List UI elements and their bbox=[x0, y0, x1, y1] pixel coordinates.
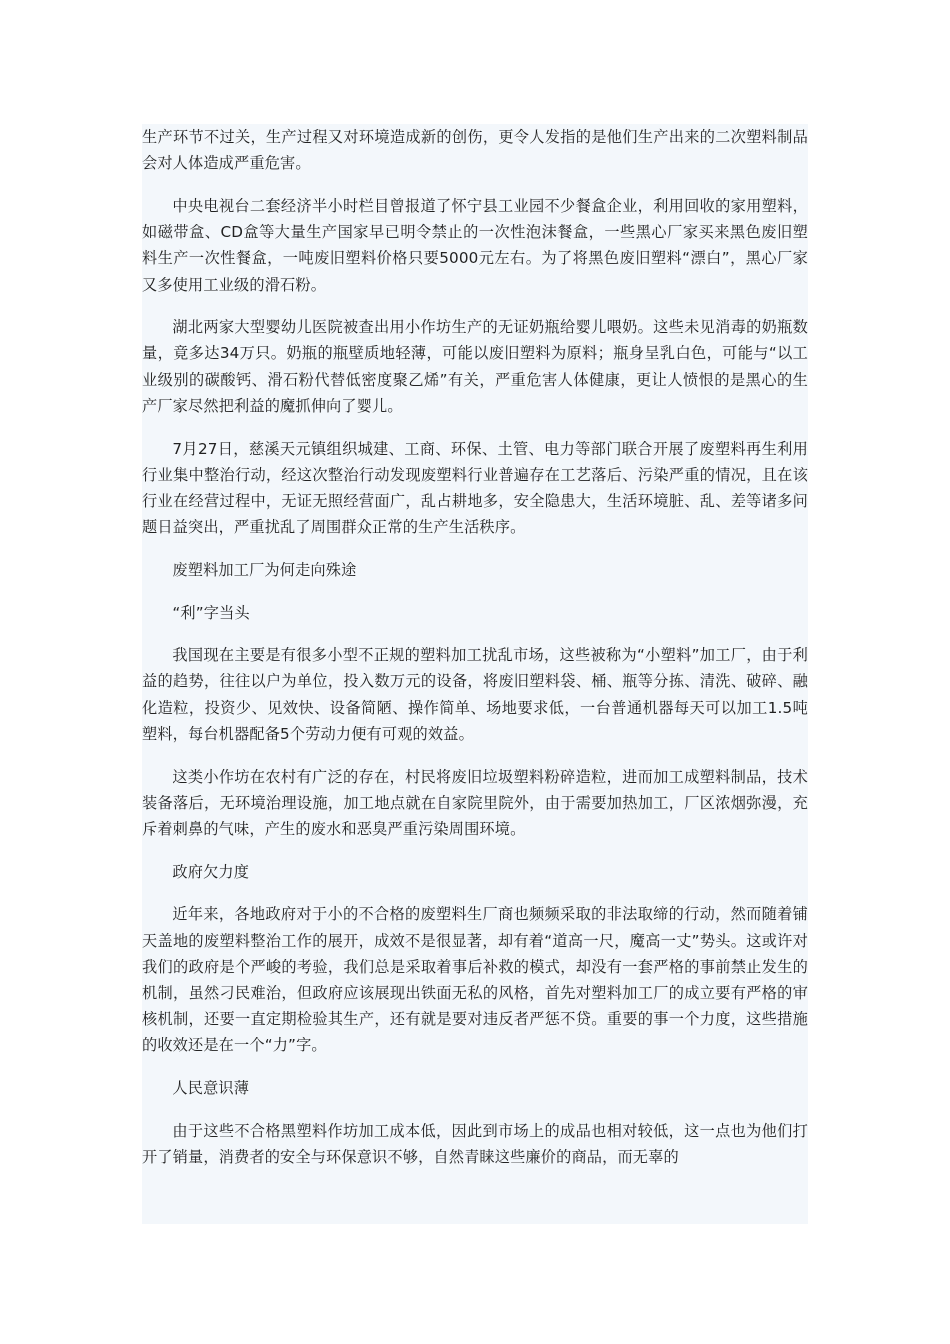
subheading-profit: “利”字当头 bbox=[172, 603, 250, 622]
paragraph-continuation: 生产环节不过关，生产过程又对环境造成新的创伤，更令人发指的是他们生产出来的二次塑料制品会对人体造成严重危害。 bbox=[142, 128, 808, 173]
paragraph-government-action: 近年来，各地政府对于小的不合格的废塑料生厂商也频频采取的非法取缔的行动，然而随着铺天盖地的废塑料整治工作的展开，成效不是很显著，却有着“道高一尺，魔高一丈”势头。这或许对我们的政府是个严峻的考验，我们总是采取着事后补救的模式，却没有一套严格的事前禁止发生的机制，虽然刁民难治，但政府应该展现出铁面无私的风格，首先对塑料加工厂的成立要有严格的审核机制，还要一直定期检验其生产，还有就是要对违反者严惩不贷。重要的事一个力度，这些措施的收效还是在一个“力”字。 bbox=[142, 905, 808, 1055]
paragraph-hubei-hospital: 湖北两家大型婴幼儿医院被查出用小作坊生产的无证奶瓶给婴儿喂奶。这些未见消毒的奶瓶数量，竟多达34万只。奶瓶的瓶壁质地轻薄，可能以废旧塑料为原料；瓶身呈乳白色，可能与“以工业级别的碳酸钙、滑石粉代替低密度聚乙烯”有关，严重危害人体健康，更让人愤恨的是黑心的生产厂家尽然把利益的魔抓伸向了婴儿。 bbox=[142, 318, 808, 415]
paragraph-low-cost: 由于这些不合格黑塑料作坊加工成本低，因此到市场上的成品也相对较低，这一点也为他们打开了销量，消费者的安全与环保意识不够，自然青睐这些廉价的商品，而无辜的 bbox=[142, 1121, 808, 1166]
paragraph-cctv-report: 中央电视台二套经济半小时栏目曾报道了怀宁县工业园不少餐盒企业，利用回收的家用塑料，如磁带盒、CD盒等大量生产国家早已明令禁止的一次性泡沫餐盒，一些黑心厂家买来黑色废旧塑料生产一次性餐盒，一吨废旧塑料价格只要5000元左右。为了将黑色废旧塑料“漂白”，黑心厂家又多使用工业级的滑石粉。 bbox=[142, 196, 808, 294]
subheading-government: 政府欠力度 bbox=[172, 862, 250, 881]
paragraph-small-plastic-factories: 我国现在主要是有很多小型不正规的塑料加工扰乱市场，这些被称为“小塑料”加工厂，由于利益的趋势，往往以户为单位，投入数万元的设备，将废旧塑料袋、桶、瓶等分拣、清洗、破碎、融化造粒，投资少、见效快、设备简陋、操作简单、场地要求低，一台普通机器每天可以加工1.5吨塑料，每台机器配备5个劳动力便有可观的效益。 bbox=[142, 646, 808, 743]
document-body bbox=[142, 124, 808, 1224]
paragraph-cixi-rectification: 7月27日，慈溪天元镇组织城建、工商、环保、土管、电力等部门联合开展了废塑料再生利用行业集中整治行动，经这次整治行动发现废塑料行业普遍存在工艺落后、污染严重的情况，且在该行业在经营过程中，无证无照经营面广，乱占耕地多，安全隐患大，生活环境脏、乱、差等诸多问题日益突出，严重扰乱了周围群众正常的生产生活秩序。 bbox=[142, 439, 808, 537]
section-heading-why: 废塑料加工厂为何走向殊途 bbox=[172, 560, 357, 579]
subheading-public-awareness: 人民意识薄 bbox=[172, 1079, 250, 1098]
paragraph-rural-workshops: 这类小作坊在农村有广泛的存在，村民将废旧垃圾塑料粉碎造粒，进而加工成塑料制品，技术装备落后，无环境治理设施，加工地点就在自家院里院外，由于需要加热加工，厂区浓烟弥漫，充斥着刺鼻的气味，产生的废水和恶臭严重污染周围环境。 bbox=[142, 767, 808, 838]
